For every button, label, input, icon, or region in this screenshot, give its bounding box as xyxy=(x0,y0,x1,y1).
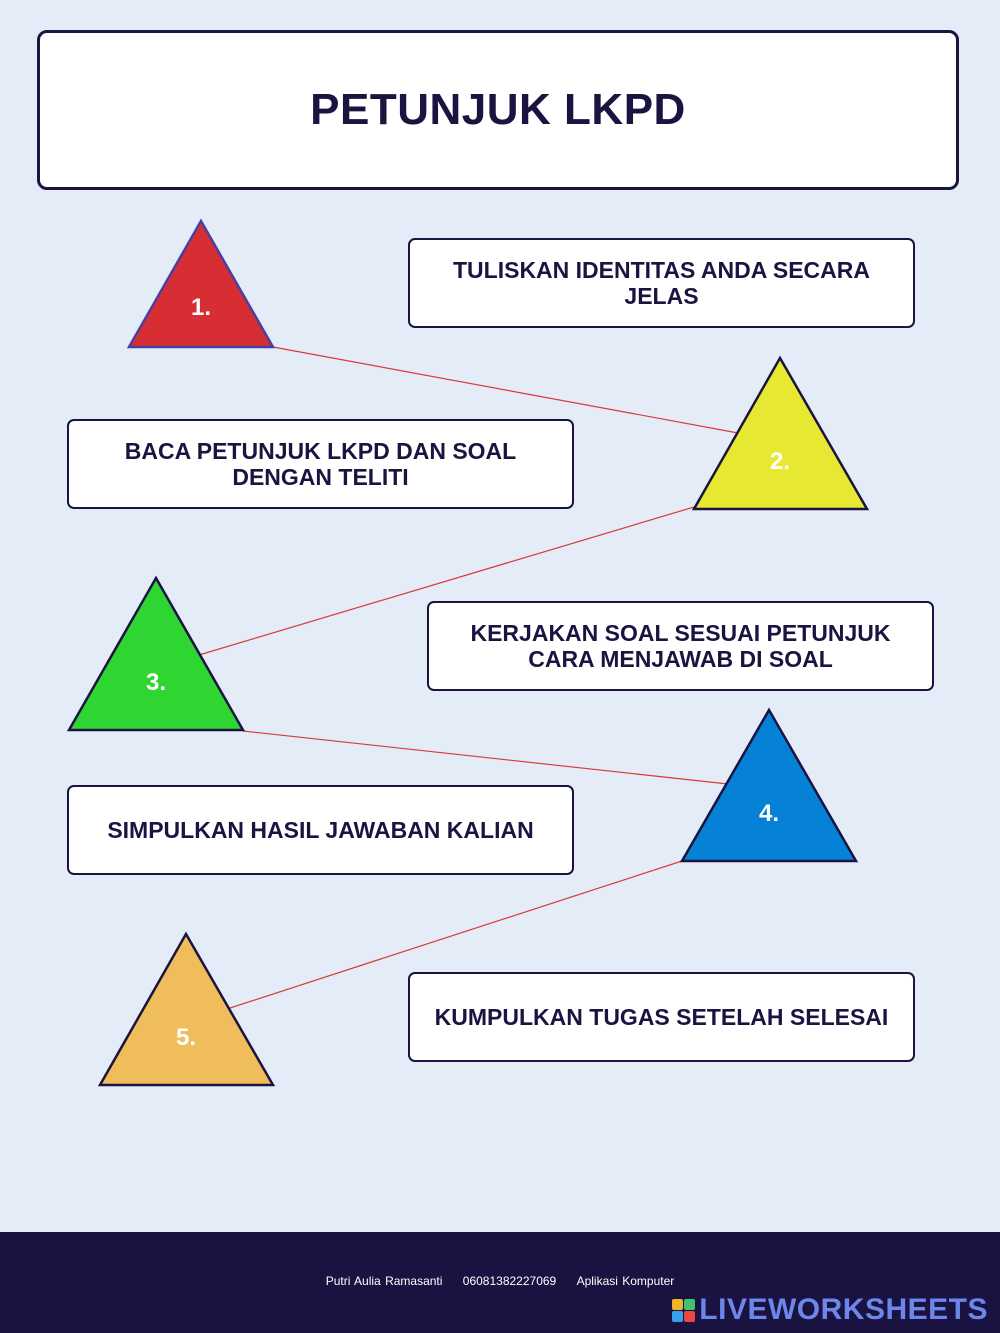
step-box-2 xyxy=(67,419,574,509)
author-name: Putri Aulia Ramasanti xyxy=(325,1274,443,1288)
liveworksheets-brand[interactable] xyxy=(672,1292,988,1328)
logo-tile xyxy=(684,1311,695,1322)
connector-line-3 xyxy=(243,731,728,784)
triangle-step-1 xyxy=(129,221,273,347)
step-number-4: 4. xyxy=(758,800,780,827)
page-title: PETUNJUK LKPD xyxy=(310,85,686,134)
step-text-4: SIMPULKAN HASIL JAWABAN KALIAN xyxy=(107,817,534,843)
step-box-5 xyxy=(408,972,915,1062)
step-text-3: KERJAKAN SOAL SESUAI PETUNJUK CARA MENJAWAB DI SOAL xyxy=(470,620,891,672)
logo-tile xyxy=(672,1299,683,1310)
triangle-step-3 xyxy=(69,578,243,730)
triangle-step-4 xyxy=(682,710,856,861)
triangle-step-2 xyxy=(694,358,867,509)
triangle-step-5 xyxy=(100,934,273,1085)
liveworksheets-logo-icon xyxy=(672,1299,695,1322)
brand-name: LIVEWORKSHEETS xyxy=(699,1293,988,1326)
step-number-3: 3. xyxy=(145,669,167,696)
step-number-5: 5. xyxy=(175,1024,197,1051)
footer-info xyxy=(0,1274,1000,1288)
logo-tile xyxy=(672,1311,683,1322)
step-box-1 xyxy=(408,238,915,328)
logo-tile xyxy=(684,1299,695,1310)
footer xyxy=(0,1232,1000,1333)
author-phone: 06081382227069 xyxy=(462,1274,557,1288)
step-box-4 xyxy=(67,785,574,875)
subject-name: Aplikasi Komputer xyxy=(576,1274,675,1288)
step-number-2: 2. xyxy=(769,448,791,475)
step-text-5: KUMPULKAN TUGAS SETELAH SELESAI xyxy=(434,1004,889,1030)
step-text-1: TULISKAN IDENTITAS ANDA SECARA JELAS xyxy=(453,257,870,309)
step-text-2: BACA PETUNJUK LKPD DAN SOAL DENGAN TELITI xyxy=(124,438,517,490)
step-box-3 xyxy=(427,601,934,691)
step-number-1: 1. xyxy=(190,294,212,321)
